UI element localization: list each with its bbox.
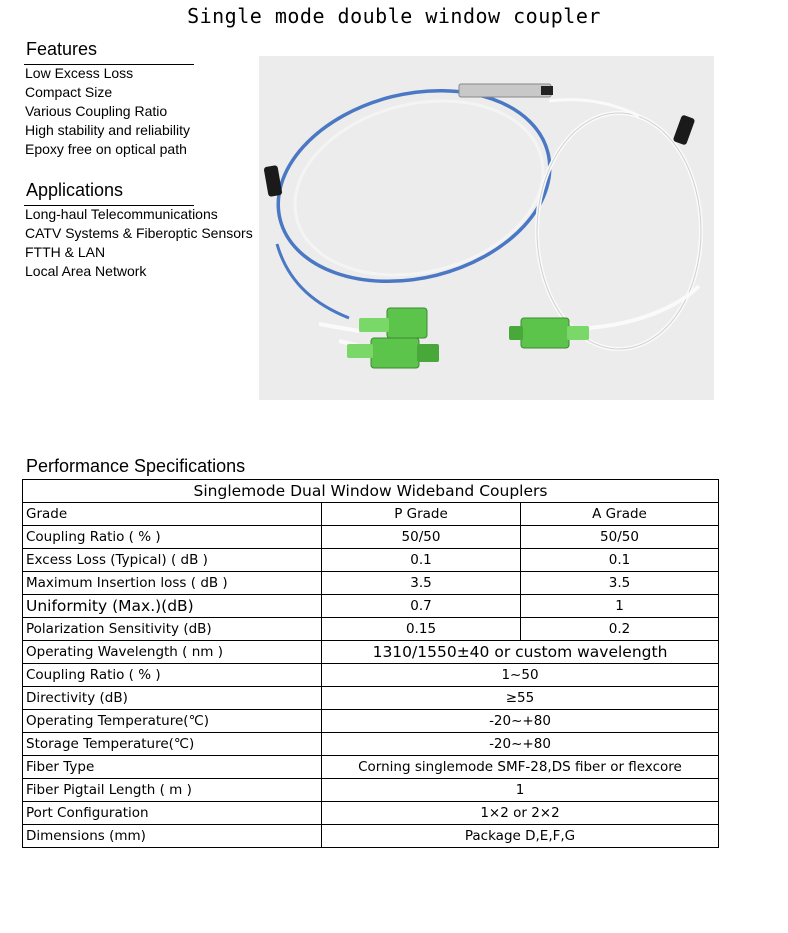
table-row	[23, 733, 719, 756]
table-row	[23, 710, 719, 733]
p-grade-value: 0.1	[322, 549, 521, 572]
a-grade-value: 1	[521, 595, 719, 618]
features-heading: Features	[26, 39, 98, 59]
header-cell: P Grade	[322, 503, 521, 526]
specs-heading: Performance Specifications	[26, 456, 246, 476]
feature-item: High stability and reliability	[25, 122, 190, 138]
a-grade-value: 0.2	[521, 618, 719, 641]
table-row	[23, 687, 719, 710]
row-value: 1	[322, 779, 719, 802]
row-value: ≥55	[322, 687, 719, 710]
table-row	[23, 802, 719, 825]
a-grade-value: 50/50	[521, 526, 719, 549]
application-item: Local Area Network	[25, 263, 147, 279]
feature-item: Low Excess Loss	[25, 65, 134, 81]
spec-table	[22, 479, 719, 848]
p-grade-value: 50/50	[322, 526, 521, 549]
application-item: Long-haul Telecommunications	[25, 206, 218, 222]
header-cell: Grade	[23, 503, 322, 526]
row-value: Package D,E,F,G	[322, 825, 719, 848]
p-grade-value: 0.7	[322, 595, 521, 618]
feature-item: Various Coupling Ratio	[25, 103, 168, 119]
table-row	[23, 595, 719, 618]
row-label: Excess Loss (Typical) ( dB )	[23, 549, 322, 572]
p-grade-value: 0.15	[322, 618, 521, 641]
row-label: Operating Temperature(℃)	[23, 710, 322, 733]
table-row	[23, 779, 719, 802]
table-row	[23, 641, 719, 664]
row-label: Coupling Ratio ( % )	[23, 526, 322, 549]
feature-item: Compact Size	[25, 84, 113, 100]
row-label: Dimensions (mm)	[23, 825, 322, 848]
table-row	[23, 549, 719, 572]
table-row	[23, 756, 719, 779]
row-value: 1×2 or 2×2	[322, 802, 719, 825]
applications-list	[25, 205, 261, 281]
a-grade-value: 3.5	[521, 572, 719, 595]
row-label: Directivity (dB)	[23, 687, 322, 710]
row-label: Storage Temperature(℃)	[23, 733, 322, 756]
application-item: FTTH & LAN	[25, 244, 106, 260]
application-item: CATV Systems & Fiberoptic Sensors	[25, 225, 253, 241]
table-row	[23, 825, 719, 848]
row-label: Operating Wavelength ( nm )	[23, 641, 322, 664]
row-label: Coupling Ratio ( % )	[23, 664, 322, 687]
table-title: Singlemode Dual Window Wideband Couplers	[23, 480, 719, 503]
table-row	[23, 526, 719, 549]
row-label: Maximum Insertion loss ( dB )	[23, 572, 322, 595]
row-value: 1~50	[322, 664, 719, 687]
features-list	[25, 64, 257, 159]
page-title: Single mode double window coupler	[187, 4, 601, 28]
p-grade-value: 3.5	[322, 572, 521, 595]
row-label: Polarization Sensitivity (dB)	[23, 618, 322, 641]
row-label: Uniformity (Max.)(dB)	[23, 595, 322, 618]
table-header-row	[23, 503, 719, 526]
row-value: -20~+80	[322, 710, 719, 733]
header-cell: A Grade	[521, 503, 719, 526]
row-value: Corning singlemode SMF-28,DS fiber or flexcore	[322, 756, 719, 779]
table-row	[23, 664, 719, 687]
row-label: Fiber Pigtail Length ( m )	[23, 779, 322, 802]
table-row	[23, 618, 719, 641]
table-title-row	[23, 480, 719, 503]
table-row	[23, 572, 719, 595]
a-grade-value: 0.1	[521, 549, 719, 572]
product-photo	[259, 56, 714, 400]
row-label: Fiber Type	[23, 756, 322, 779]
row-label: Port Configuration	[23, 802, 322, 825]
applications-heading: Applications	[26, 180, 124, 200]
row-value: 1310/1550±40 or custom wavelength	[322, 641, 719, 664]
feature-item: Epoxy free on optical path	[25, 141, 187, 157]
row-value: -20~+80	[322, 733, 719, 756]
